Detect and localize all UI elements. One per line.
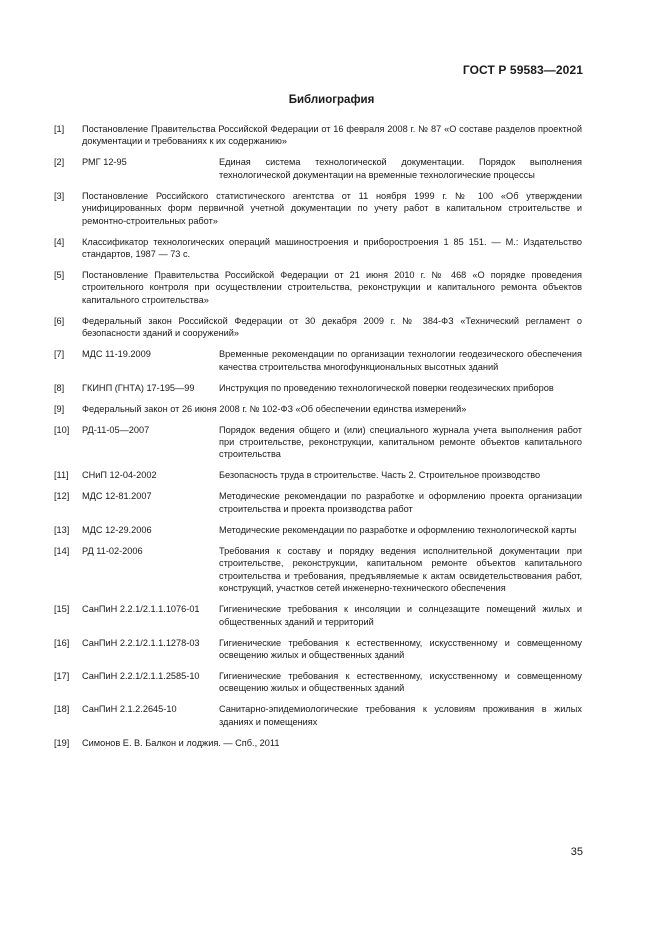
bibliography-entry <box>54 123 582 148</box>
bibliography-entry <box>54 156 582 181</box>
entry-number: [10] <box>54 424 70 435</box>
entry-number: [12] <box>54 491 70 502</box>
entry-code: РД-11-05—2007 <box>82 424 150 435</box>
bibliography-entry <box>54 236 582 261</box>
entry-text: Постановление Правительства Российской Федерации от 16 февраля 2008 г. № 87 «О составе разделов проектной документации и требованиях к их содержанию» <box>82 124 582 147</box>
bibliography-title: Библиография <box>288 94 375 106</box>
entry-number: [16] <box>54 637 70 648</box>
entry-number: [1] <box>54 124 65 134</box>
bibliography-entry <box>54 469 582 481</box>
entry-text: Постановление Российского статистического агентства от 11 ноября 1999 г. № 100 «Об утверждении унифицированных форм первичной учетной документации по учету работ в капитальном строительстве и ремонтно-строительных работ» <box>82 190 582 226</box>
bibliography-entry <box>54 545 582 595</box>
entry-code: СанПиН 2.2.1/2.1.1.2585-10 <box>82 670 200 681</box>
entry-code: МДС 12-29.2006 <box>82 524 152 535</box>
entry-description: Методические рекомендации по разработке и оформлению технологической карты <box>219 524 577 535</box>
entry-number: [6] <box>54 315 65 326</box>
entry-text: Симонов Е. В. Балкон и лоджия. — Спб., 2011 <box>82 737 280 748</box>
entry-code: РД 11-02-2006 <box>82 545 143 556</box>
entry-description: Гигиенические требования к инсоляции и солнцезащите помещений жилых и общественных зданий и территорий <box>219 604 582 627</box>
bibliography-entry <box>54 348 582 373</box>
entry-description: Гигиенические требования к естественному, искусственному и совмещенному освещению жилых и общественных зданий <box>219 637 582 660</box>
entry-number: [7] <box>54 349 65 360</box>
entry-number: [5] <box>54 270 65 281</box>
entry-description: Безопасность труда в строительстве. Часть 2. Строительное производство <box>219 470 541 481</box>
entry-code: МДС 12-81.2007 <box>82 491 152 502</box>
bibliography-list <box>54 123 582 758</box>
bibliography-entry <box>54 403 582 415</box>
entry-code: СанПиН 2.1.2.2645-10 <box>82 704 177 715</box>
entry-description: Санитарно-эпидемиологические требования к условиям проживания в жилых зданиях и помещениях <box>219 704 582 727</box>
entry-description: Методические рекомендации по разработке и оформлению проекта организации строительства и проекта производства работ <box>219 491 582 514</box>
entry-number: [18] <box>54 704 70 715</box>
entry-description: Временные рекомендации по организации технологии геодезического обеспечения качества строительства многофункциональных высотных зданий <box>219 349 582 372</box>
entry-code: СНиП 12-04-2002 <box>82 470 157 481</box>
page-number: 35 <box>570 846 583 858</box>
bibliography-entry <box>54 603 582 628</box>
entry-description: Инструкция по проведению технологической поверки геодезических приборов <box>219 382 554 393</box>
entry-code: ГКИНП (ГНТА) 17-195—99 <box>82 382 195 393</box>
entry-text: Классификатор технологических операций машиностроения и приборостроения 1 85 151. — М.: Издательство стандартов, 1987 — 73 с. <box>82 236 582 260</box>
standard-code: ГОСТ Р 59583—2021 <box>462 63 583 77</box>
entry-description: Порядок ведения общего и (или) специального журнала учета выполнения работ при строительстве, реконструкции, капитальном ремонте объектов капитального строительства <box>219 424 582 460</box>
entry-number: [8] <box>54 382 65 393</box>
entry-text: Постановление Правительства Российской Федерации от 21 июня 2010 г. № 468 «О порядке проведения строительного контроля при осуществлении строительства, реконструкции и капитального ремонта объектов капитального строительства» <box>82 270 582 305</box>
bibliography-entry <box>54 424 582 461</box>
entry-number: [19] <box>54 737 70 748</box>
bibliography-entry <box>54 524 582 536</box>
entry-number: [3] <box>54 190 65 201</box>
entry-number: [2] <box>54 157 65 168</box>
bibliography-entry <box>54 190 582 227</box>
bibliography-entry <box>54 737 582 749</box>
entry-number: [9] <box>54 403 65 414</box>
bibliography-entry <box>54 269 582 306</box>
bibliography-entry <box>54 315 582 340</box>
entry-code: МДС 11-19.2009 <box>82 349 151 360</box>
entry-code: РМГ 12-95 <box>82 157 127 168</box>
entry-number: [14] <box>54 545 70 556</box>
entry-code: СанПиН 2.2.1/2.1.1.1278-03 <box>82 637 200 648</box>
bibliography-entry <box>54 703 582 728</box>
entry-number: [17] <box>54 670 70 681</box>
entry-description: Требования к составу и порядку ведения исполнительной документации при строительстве, реконструкции, капитальном ремонте объектов капитального строительства и требования, предъявляемые к актам освидетельствования работ, конструкций, участков сетей инженерно-технического обеспечения <box>219 545 582 594</box>
entry-description: Единая система технологической документации. Порядок выполнения технологической документации на временные технологические процессы <box>219 157 582 180</box>
entry-number: [13] <box>54 524 70 535</box>
bibliography-entry <box>54 670 582 695</box>
entry-text: Федеральный закон Российской Федерации от 30 декабря 2009 г. № 384-ФЗ «Технический регламент о безопасности зданий и сооружений» <box>82 315 582 339</box>
bibliography-entry <box>54 382 582 394</box>
entry-description: Гигиенические требования к естественному, искусственному и совмещенному освещению жилых и общественных зданий <box>219 670 582 694</box>
entry-number: [4] <box>54 236 65 247</box>
bibliography-entry <box>54 637 582 662</box>
entry-code: СанПиН 2.2.1/2.1.1.1076-01 <box>82 604 200 615</box>
entry-number: [11] <box>54 470 69 481</box>
entry-text: Федеральный закон от 26 июня 2008 г. № 102-ФЗ «Об обеспечении единства измерений» <box>82 403 467 414</box>
bibliography-entry <box>54 490 582 515</box>
entry-number: [15] <box>54 604 70 615</box>
